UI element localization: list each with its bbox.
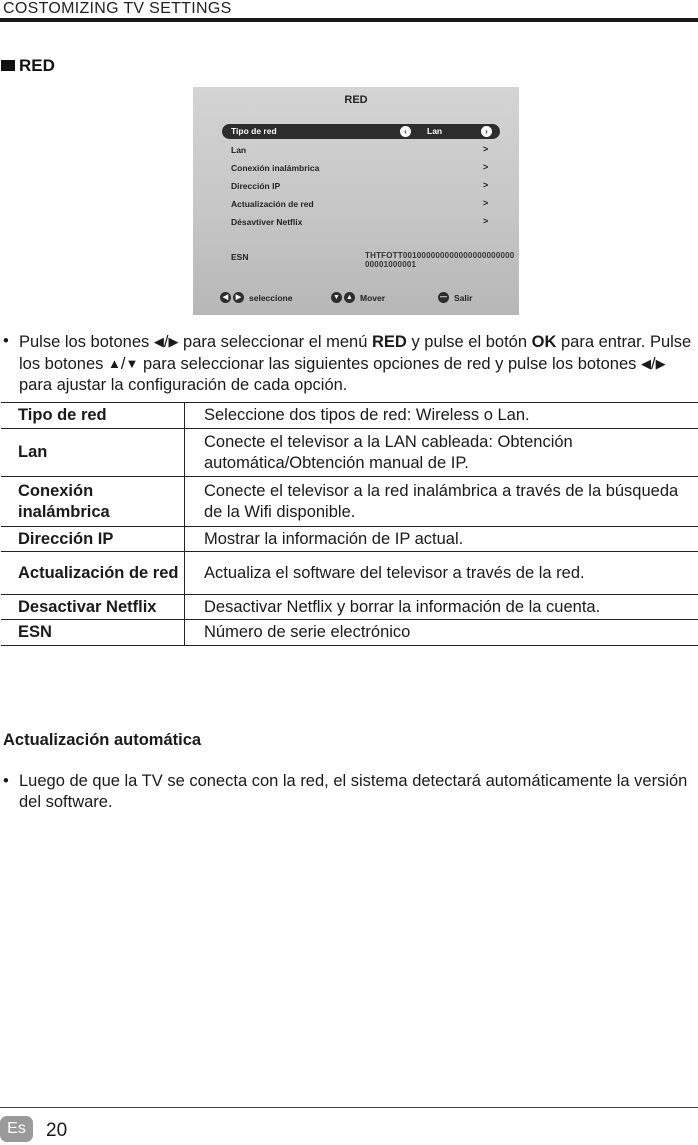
table-row-label: Desactivar Netflix	[1, 595, 185, 620]
chevron-right-icon: >	[483, 144, 489, 154]
auto-update-paragraph	[0, 771, 698, 815]
tv-hint-bar	[193, 287, 519, 309]
table-row-desc: Conecte el televisor a la red inalámbrica a través de la búsqueda de la Wifi disponible.	[185, 477, 698, 527]
header-rule	[0, 18, 698, 22]
table-row	[1, 403, 698, 429]
tv-esn-value: THTFOTT00100000000000000000000000001000001	[365, 251, 515, 269]
table-row	[1, 595, 698, 620]
tv-selected-label: Tipo de red	[231, 126, 277, 136]
chevron-right-icon: >	[483, 198, 489, 208]
tv-hint-exit: Salir	[454, 293, 473, 303]
table-row-desc: Mostrar la información de IP actual.	[185, 527, 698, 552]
intro-text-1: Pulse los botones	[19, 333, 150, 351]
intro-text-5: para seleccionar las siguientes opciones de red y pulse los botones	[142, 355, 637, 373]
intro-menu-name: RED	[372, 333, 407, 351]
page-header-title: COSTOMIZING TV SETTINGS	[3, 0, 232, 17]
chevron-right-icon: ›	[481, 126, 492, 137]
table-row-label: Conexión inalámbrica	[1, 477, 185, 527]
tv-menu-item: Actualización de red	[231, 199, 314, 209]
footer-rule	[0, 1107, 698, 1108]
intro-text-2: para seleccionar el menú	[183, 333, 368, 351]
table-row-desc: Seleccione dos tipos de red: Wireless o Lan.	[185, 403, 698, 429]
table-row	[1, 429, 698, 477]
page-number: 20	[46, 1120, 68, 1141]
tv-hint-move: Mover	[360, 293, 386, 303]
chevron-right-icon: >	[483, 180, 489, 190]
table-row-desc: Actualiza el software del televisor a través de la red.	[185, 552, 698, 595]
network-options-table	[1, 402, 698, 646]
tv-menu-title: RED	[344, 94, 368, 106]
table-row-desc: Conecte el televisor a la LAN cableada: Obtención automática/Obtención manual de IP.	[185, 429, 698, 477]
tv-selected-value: Lan	[427, 126, 443, 136]
up-triangle-icon: ▲	[108, 356, 121, 371]
intro-text-6: para ajustar la configuración de cada opción.	[19, 376, 348, 394]
language-badge: Es	[0, 1116, 33, 1142]
tv-selected-row	[222, 124, 500, 139]
right-triangle-icon: ▶	[168, 334, 179, 349]
tv-menu-item: Dirección IP	[231, 181, 281, 191]
auto-update-text: Luego de que la TV se conecta con la red, el sistema detectará automáticamente la versión del software.	[19, 772, 688, 811]
table-row-label: Tipo de red	[1, 403, 185, 429]
ok-button-label: OK	[531, 333, 557, 351]
table-row-label: Dirección IP	[1, 527, 185, 552]
table-row-desc: Número de serie electrónico	[185, 620, 698, 646]
intro-text: Pulse los botones ◀/▶ para seleccionar el menú RED y pulse el botón OK para entrar. Pulse los botones ▲/▼ para seleccionar las siguientes opciones de red y pulse los botones ◀/▶ para ajustar la configuración de cada opción.	[19, 333, 692, 394]
table-row	[1, 552, 698, 595]
table-row-desc: Desactivar Netflix y borrar la información de la cuenta.	[185, 595, 698, 620]
chevron-left-icon: ‹	[400, 126, 411, 137]
table-row-label: Actualización de red	[1, 552, 185, 595]
table-row-label: Lan	[1, 429, 185, 477]
tv-menu-screenshot	[193, 87, 519, 315]
table-row	[1, 527, 698, 552]
auto-update-title: Actualización automática	[3, 731, 202, 749]
chevron-right-icon: >	[483, 162, 489, 172]
left-triangle-icon: ◀	[153, 334, 164, 349]
table-row	[1, 477, 698, 527]
tv-hint-select: seleccione	[249, 293, 293, 303]
intro-text-3: y pulse el botón	[411, 333, 528, 351]
bullet: •	[3, 332, 9, 350]
section-title: RED	[19, 56, 55, 75]
chevron-right-icon: >	[483, 216, 489, 226]
down-arrow-icon: ▼	[331, 292, 342, 303]
tv-menu-item: Désavtiver Netflix	[231, 217, 303, 227]
up-arrow-icon: ▲	[344, 292, 355, 303]
tv-esn-label: ESN	[231, 252, 249, 262]
exit-icon: —	[440, 294, 447, 301]
intro-paragraph	[0, 331, 698, 397]
down-triangle-icon: ▼	[125, 356, 139, 371]
table-row-label: ESN	[1, 620, 185, 646]
left-arrow-icon: ◀	[220, 292, 231, 303]
left-triangle-icon: ◀	[641, 356, 652, 371]
tv-menu-item: Conexión inalámbrica	[231, 163, 320, 173]
table-row	[1, 620, 698, 646]
bullet: •	[3, 772, 9, 790]
right-arrow-icon: ▶	[233, 292, 244, 303]
intro-text-4: para entrar. Pulse los botones	[19, 333, 692, 373]
tv-menu-item: Lan	[231, 145, 247, 155]
section-marker-icon	[1, 60, 15, 71]
right-triangle-icon: ▶	[655, 356, 666, 371]
